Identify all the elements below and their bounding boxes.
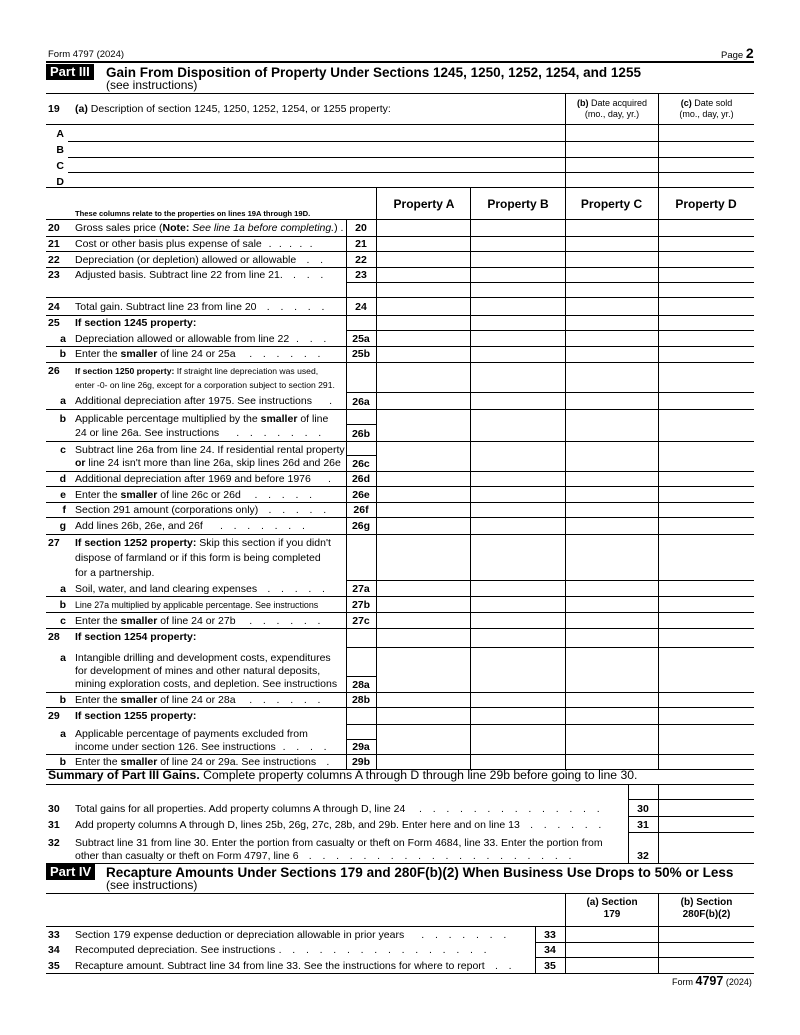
line-27b-label: Line 27a multiplied by applicable percentage. See instructions xyxy=(75,600,319,610)
rule xyxy=(565,187,566,769)
line-27a-letter: a xyxy=(60,583,66,595)
rule xyxy=(68,157,754,158)
row-19-letter: B xyxy=(56,144,64,156)
rule xyxy=(535,957,754,958)
footer-form-ref xyxy=(672,975,752,989)
line-20-text-end: ) . xyxy=(334,222,344,234)
line-26a-letter: a xyxy=(60,395,66,407)
line-32-label-1: Subtract line 31 from line 30. Enter the portion from casualty or theft on Form 4684, line 33. Enter the portion from xyxy=(75,837,603,849)
rule xyxy=(46,893,754,894)
line-29a-label-1: Applicable percentage of payments excluded from xyxy=(75,728,308,740)
rule xyxy=(470,187,471,769)
line-27-heading-bold: If section 1252 property: xyxy=(75,537,197,549)
rule xyxy=(376,187,377,769)
line-24-box: 24 xyxy=(355,301,367,313)
line-32-box: 32 xyxy=(637,850,649,862)
rule xyxy=(346,676,377,677)
summary-title-text: Complete property columns A through D through line 29b before going to line 30. xyxy=(199,768,638,782)
rule xyxy=(46,926,754,927)
page-number: 2 xyxy=(745,45,754,61)
line-33-box: 33 xyxy=(544,929,556,941)
line-33-number: 33 xyxy=(48,929,60,941)
line-35-label: Recapture amount. Subtract line 34 from line 33. See the instructions for where to report . . xyxy=(75,960,513,972)
footer-form-number: 4797 xyxy=(695,974,724,988)
line-26d-letter: d xyxy=(59,473,66,485)
rule xyxy=(46,346,754,347)
rule xyxy=(535,926,536,973)
rule xyxy=(46,219,754,220)
line-29b-bold: smaller xyxy=(120,756,158,768)
line-28b-label: Enter the smaller of line 24 or 28a . . . . . . xyxy=(75,694,321,706)
col-property-b: Property B xyxy=(487,197,549,211)
bottom-rule xyxy=(46,973,754,974)
rule xyxy=(346,739,377,740)
line-34-box: 34 xyxy=(544,944,556,956)
line-28a-label-3: mining exploration costs, and depletion. See instructions xyxy=(75,678,338,690)
line-27-heading-text: Skip this section if you didn't xyxy=(196,537,331,549)
line-29b-label: Enter the smaller of line 24 or 29a. See instructions . xyxy=(75,756,330,768)
rule xyxy=(46,267,754,268)
line-33-text: Section 179 expense deduction or depreciation allowable in prior years xyxy=(75,929,405,941)
line-26b-text: Applicable percentage multiplied by the xyxy=(75,413,261,425)
line-26-heading-2: enter -0- on line 26g, except for a corporation subject to section 291. xyxy=(75,380,335,390)
col-c-label: Date sold xyxy=(694,98,733,108)
line-34-text: Recomputed depreciation. See instructions xyxy=(75,944,276,956)
line-25a-text: Depreciation allowed or allowable from line 22 xyxy=(75,333,290,345)
part4-title: Recapture Amounts Under Sections 179 and 280F(b)(2) When Business Use Drops to 50% or Less xyxy=(106,865,734,880)
line-27c-box: 27c xyxy=(352,615,370,627)
line-22-label: Depreciation (or depletion) allowed or allowable . . xyxy=(75,254,324,266)
rule xyxy=(46,441,754,442)
line-27-number: 27 xyxy=(48,537,60,549)
line-26g-letter: g xyxy=(59,520,66,532)
line-29b-letter: b xyxy=(59,756,66,768)
rule xyxy=(68,141,754,142)
line-29b-box: 29b xyxy=(351,756,371,768)
line-26e-box: 26e xyxy=(352,489,370,501)
line-29a-label-2: income under section 126. See instructions . . . . xyxy=(75,741,328,753)
line-26c-label: Subtract line 26a from line 24. If residential rental property xyxy=(75,444,345,456)
rule xyxy=(46,315,754,316)
line-27a-label: Soil, water, and land clearing expenses . . . . . xyxy=(75,583,326,595)
line-26b-text-2: of line xyxy=(297,413,329,425)
line-19-a: (a) xyxy=(75,103,88,115)
line-30-box: 30 xyxy=(637,803,649,815)
line-23-label: Adjusted basis. Subtract line 22 from line 21. . . . xyxy=(75,269,324,281)
line-26-heading xyxy=(75,365,318,378)
line-28b-text-end: of line 24 or 28a xyxy=(157,694,236,706)
rule xyxy=(346,647,754,648)
line-23-number: 23 xyxy=(48,269,60,281)
line-21-number: 21 xyxy=(48,238,60,250)
rule xyxy=(628,799,754,800)
rule xyxy=(46,863,754,864)
line-31-box: 31 xyxy=(637,819,649,831)
line-26g-text: Add lines 26b, 26e, and 26f xyxy=(75,520,203,532)
line-26f-label: Section 291 amount (corporations only) . . . . . xyxy=(75,504,327,516)
col-b-format: (mo., day, yr.) xyxy=(584,109,640,119)
line-21-box: 21 xyxy=(355,238,367,250)
line-26e-label: Enter the smaller of line 26c or 26d . . . . . xyxy=(75,489,313,501)
page-word: Page xyxy=(721,50,744,61)
col-property-d: Property D xyxy=(675,197,737,211)
rule xyxy=(346,424,377,425)
columns-note: These columns relate to the properties on lines 19A through 19D. xyxy=(75,209,311,218)
line-24-number: 24 xyxy=(48,301,60,313)
line-28b-box: 28b xyxy=(351,694,371,706)
line-29-number: 29 xyxy=(48,710,60,722)
line-20-note: Note: xyxy=(162,222,190,234)
rule xyxy=(46,251,754,252)
rule xyxy=(46,486,754,487)
row-19-letter: C xyxy=(56,160,64,172)
line-22-number: 22 xyxy=(48,254,60,266)
line-25a-label: Depreciation allowed or allowable from line 22 . . . xyxy=(75,333,327,345)
line-27b-letter: b xyxy=(59,599,66,611)
rule xyxy=(346,580,754,581)
rule xyxy=(628,832,754,833)
line-27-heading xyxy=(75,537,331,550)
line-32-text-2: other than casualty or theft on Form 4797, line 6 xyxy=(75,850,299,862)
line-25b-letter: b xyxy=(59,348,66,360)
line-27c-text-end: of line 24 or 27b xyxy=(157,615,236,627)
line-25a-box: 25a xyxy=(352,333,370,345)
line-26e-text: Enter the xyxy=(75,489,121,501)
row-19-letter: A xyxy=(56,128,64,140)
line-31-text: Add property columns A through D, lines 25b, 26g, 27c, 28b, and 29b. Enter here and on line 13 xyxy=(75,819,520,831)
line-25a-letter: a xyxy=(60,333,66,345)
rule xyxy=(46,628,754,629)
line-28b-bold: smaller xyxy=(120,694,158,706)
part3-subtitle: (see instructions) xyxy=(106,78,198,92)
line-35-text: Recapture amount. Subtract line 34 from line 33. See the instructions for where to report xyxy=(75,960,485,972)
summary-title-bold: Summary of Part III Gains. xyxy=(48,768,200,782)
line-29a-letter: a xyxy=(60,728,66,740)
line-20-text: Gross sales price ( xyxy=(75,222,163,234)
part4-subtitle: (see instructions) xyxy=(106,878,198,892)
part3-badge: Part III xyxy=(46,64,94,80)
line-26c-text-2: line 24 isn't more than line 26a, skip lines 26d and 26e xyxy=(85,457,341,469)
rule xyxy=(46,502,754,503)
line-26c-box: 26c xyxy=(352,458,370,470)
line-31-label: Add property columns A through D, lines 25b, 26g, 27c, 28b, and 29b. Enter here and on line 13 . . . . . . xyxy=(75,819,602,831)
rule xyxy=(346,724,754,725)
line-26f-box: 26f xyxy=(353,504,369,516)
line-26b-bold: smaller xyxy=(260,413,298,425)
footer-year: (2024) xyxy=(725,977,752,987)
line-26c-bold: or xyxy=(75,457,86,469)
col-b-label: Date acquired xyxy=(590,98,648,108)
line-25b-text-end: of line 24 or 25a xyxy=(157,348,236,360)
line-26b-letter: b xyxy=(59,413,66,425)
col-a-label: (a) Section xyxy=(586,897,638,908)
rule xyxy=(46,124,754,125)
line-32-number: 32 xyxy=(48,837,60,849)
line-22-box: 22 xyxy=(355,254,367,266)
line-29b-text: Enter the xyxy=(75,756,121,768)
line-20-label xyxy=(75,222,343,235)
rule xyxy=(46,187,754,188)
line-26-number: 26 xyxy=(48,365,60,377)
line-28b-text: Enter the xyxy=(75,694,121,706)
line-32-label-2: other than casualty or theft on Form 4797, line 6 . . . . . . . . . . . . . . . . . . . . xyxy=(75,850,572,862)
line-26b-box: 26b xyxy=(351,428,371,440)
rule xyxy=(46,517,754,518)
col-section-280f xyxy=(659,897,754,921)
line-26g-label: Add lines 26b, 26e, and 26f . . . . . . . xyxy=(75,520,306,532)
rule xyxy=(346,330,754,331)
rule xyxy=(346,455,377,456)
line-26-heading-text: If straight line depreciation was used, xyxy=(174,366,319,376)
line-27c-text: Enter the xyxy=(75,615,121,627)
col-b-label-iv: (b) Section xyxy=(680,897,733,908)
rule xyxy=(46,784,754,785)
rule xyxy=(628,816,754,817)
line-35-box: 35 xyxy=(544,960,556,972)
line-19-number: 19 xyxy=(48,103,60,115)
line-33-label: Section 179 expense deduction or depreciation allowable in prior years . . . . . . . xyxy=(75,929,507,941)
line-19-label xyxy=(75,103,391,116)
rule xyxy=(46,93,754,94)
line-20-box: 20 xyxy=(355,222,367,234)
col-a-number: 179 xyxy=(603,909,621,920)
rule xyxy=(46,297,754,298)
col-section-179 xyxy=(566,897,658,921)
form-ref: Form 4797 (2024) xyxy=(48,49,125,60)
line-19-text: Description of section 1245, 1250, 1252, 1254, or 1255 property: xyxy=(90,103,391,115)
rule xyxy=(346,219,347,769)
line-25b-label: Enter the smaller of line 24 or 25a . . . . . . xyxy=(75,348,321,360)
rule xyxy=(346,392,754,393)
line-26f-text: Section 291 amount (corporations only) xyxy=(75,504,259,516)
line-34-number: 34 xyxy=(48,944,60,956)
line-35-number: 35 xyxy=(48,960,60,972)
part3-title: Gain From Disposition of Property Under Sections 1245, 1250, 1252, 1254, and 1255 xyxy=(106,65,641,80)
line-27b-box: 27b xyxy=(351,599,371,611)
col-property-c: Property C xyxy=(580,197,643,211)
rule xyxy=(628,784,629,864)
line-25-heading: If section 1245 property: xyxy=(75,317,197,329)
line-26-heading-bold: If section 1250 property: xyxy=(75,366,175,376)
line-30-number: 30 xyxy=(48,803,60,815)
line-26d-label: Additional depreciation after 1969 and before 1976 . xyxy=(75,473,332,485)
line-26e-bold: smaller xyxy=(120,489,158,501)
line-20-note-text: See line 1a before completing. xyxy=(189,222,335,234)
line-26a-label: Additional depreciation after 1975. See instructions . xyxy=(75,395,333,407)
line-25b-text: Enter the xyxy=(75,348,121,360)
rule xyxy=(46,692,754,693)
rule xyxy=(46,534,754,535)
rule xyxy=(46,707,754,708)
rule xyxy=(346,282,754,283)
col-b-letter: (b) xyxy=(576,98,589,108)
line-21-text: Cost or other basis plus expense of sale xyxy=(75,238,262,250)
line-21-label: Cost or other basis plus expense of sale . . . . . xyxy=(75,238,314,250)
rule xyxy=(68,172,754,173)
line-26a-text: Additional depreciation after 1975. See instructions xyxy=(75,395,312,407)
line-23-box: 23 xyxy=(355,269,367,281)
rule xyxy=(535,942,754,943)
line-27c-bold: smaller xyxy=(120,615,158,627)
line-27-heading-3: for a partnership. xyxy=(75,567,155,579)
line-26b-label-2: 24 or line 26a. See instructions . . . . . . . xyxy=(75,427,322,439)
line-27a-text: Soil, water, and land clearing expenses xyxy=(75,583,258,595)
line-29a-box: 29a xyxy=(352,741,370,753)
line-26d-text: Additional depreciation after 1969 and before 1976 xyxy=(75,473,311,485)
rule xyxy=(46,471,754,472)
line-28a-label-1: Intangible drilling and development costs, expenditures xyxy=(75,652,331,664)
line-28-number: 28 xyxy=(48,631,60,643)
line-23-text: Adjusted basis. Subtract line 22 from line 21. xyxy=(75,269,283,281)
line-24-label: Total gain. Subtract line 23 from line 20 . . . . . xyxy=(75,301,325,313)
line-26g-box: 26g xyxy=(351,520,371,532)
line-29b-text-end: of line 24 or 29a. See instructions xyxy=(157,756,317,768)
line-27-heading-2: dispose of farmland or if this form is being completed xyxy=(75,552,321,564)
line-28-heading: If section 1254 property: xyxy=(75,631,197,643)
col-b-number-iv: 280F(b)(2) xyxy=(682,909,731,920)
rule xyxy=(46,362,754,363)
line-26e-text-end: of line 26c or 26d xyxy=(157,489,241,501)
line-29a-text-2: income under section 126. See instructions xyxy=(75,741,276,753)
footer-form-word: Form xyxy=(672,977,693,987)
line-27c-letter: c xyxy=(60,615,66,627)
line-34-label: Recomputed depreciation. See instructions . . . . . . . . . . . . . . . . xyxy=(75,944,488,956)
rule xyxy=(46,754,754,755)
line-26b-text-3: 24 or line 26a. See instructions xyxy=(75,427,220,439)
line-26f-letter: f xyxy=(62,504,66,516)
col-b-header xyxy=(566,98,658,120)
line-30-text: Total gains for all properties. Add property columns A through D, line 24 xyxy=(75,803,406,815)
line-26a-box: 26a xyxy=(352,396,370,408)
row-19-letter: D xyxy=(56,176,64,188)
line-30-label: Total gains for all properties. Add property columns A through D, line 24 . . . . . . . . . . . . . . xyxy=(75,803,601,815)
page-label xyxy=(721,47,754,62)
rule xyxy=(658,187,659,769)
rule xyxy=(46,612,754,613)
line-27a-box: 27a xyxy=(352,583,370,595)
rule xyxy=(46,409,754,410)
col-c-letter: (c) xyxy=(680,98,692,108)
line-27c-label: Enter the smaller of line 24 or 27b . . . . . . xyxy=(75,615,321,627)
line-26d-box: 26d xyxy=(351,473,371,485)
rule xyxy=(658,784,659,864)
summary-title xyxy=(48,768,637,783)
rule xyxy=(46,236,754,237)
line-28a-box: 28a xyxy=(352,679,370,691)
line-26c-letter: c xyxy=(60,444,66,456)
line-26e-letter: e xyxy=(60,489,66,501)
line-22-text: Depreciation (or depletion) allowed or allowable xyxy=(75,254,297,266)
line-24-text: Total gain. Subtract line 23 from line 20 xyxy=(75,301,257,313)
rule xyxy=(46,596,754,597)
col-c-format: (mo., day, yr.) xyxy=(679,109,734,119)
line-25-number: 25 xyxy=(48,317,60,329)
line-26c-label-2 xyxy=(75,457,341,470)
line-28a-label-2: for development of mines and other natural deposits, xyxy=(75,665,321,677)
line-26b-label xyxy=(75,413,328,426)
line-28b-letter: b xyxy=(59,694,66,706)
col-c-header xyxy=(659,98,754,120)
col-property-a: Property A xyxy=(393,197,455,211)
part4-badge: Part IV xyxy=(46,864,95,880)
top-rule xyxy=(46,61,754,63)
line-25b-bold: smaller xyxy=(120,348,158,360)
line-29-heading: If section 1255 property: xyxy=(75,710,197,722)
line-20-number: 20 xyxy=(48,222,60,234)
line-25b-box: 25b xyxy=(351,348,371,360)
line-31-number: 31 xyxy=(48,819,60,831)
line-28a-letter: a xyxy=(60,652,66,664)
